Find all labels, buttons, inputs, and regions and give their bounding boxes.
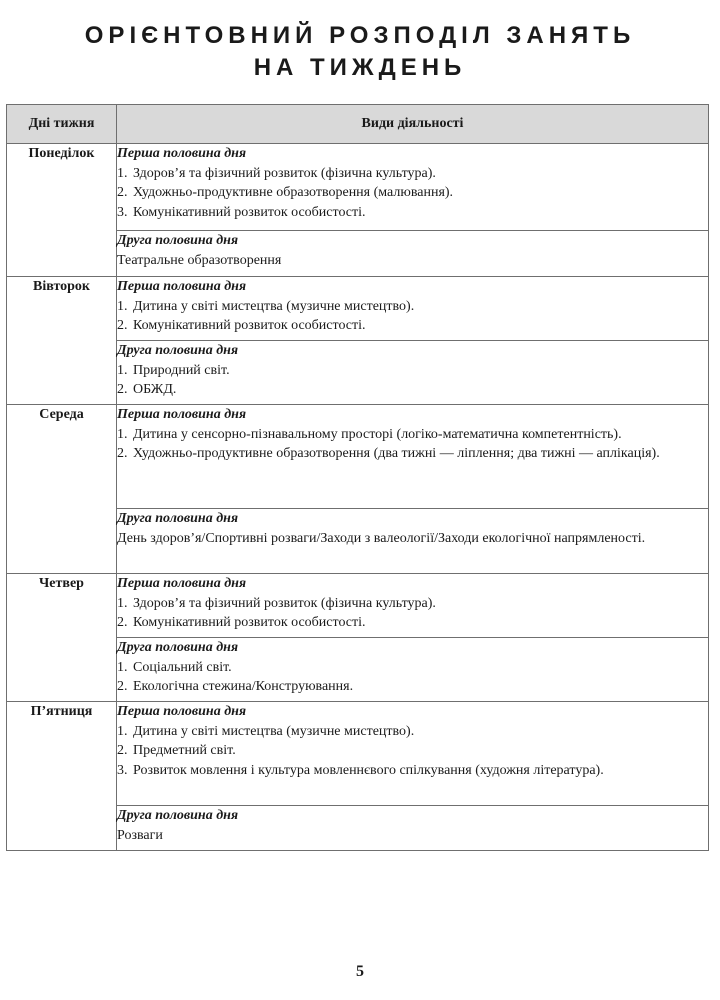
header-activities: Види діяльності — [117, 105, 709, 144]
thursday-first-half — [117, 574, 709, 638]
weekly-schedule-table — [6, 104, 709, 851]
table-row — [7, 574, 709, 638]
half-title: Перша половина дня — [117, 576, 247, 591]
page-title-line-2: НА ТИЖДЕНЬ — [253, 54, 467, 81]
half-title: Друга половина дня — [117, 808, 239, 823]
tuesday-first-half — [117, 277, 709, 341]
day-tuesday: Вівторок — [7, 277, 117, 405]
page-title — [0, 20, 720, 84]
list-item: 2. Художньо-продуктивне образотворення (два тижні — ліплення; два тижні — аплікація). — [117, 446, 660, 461]
wednesday-first-half — [117, 405, 709, 509]
list-item: 1. Здоров’я та фізичний розвиток (фізична культура). — [117, 165, 436, 181]
list-item: 3. Розвиток мовлення і культура мовленнєвого спілкування (художня література). — [117, 762, 604, 778]
header-day: Дні тижня — [7, 105, 117, 144]
day-wednesday: Середа — [7, 405, 117, 574]
friday-first-half — [117, 702, 709, 806]
table-row — [7, 144, 709, 231]
tuesday-second-half — [117, 341, 709, 405]
monday-second-half — [117, 231, 709, 277]
list-item: 2. Екологічна стежина/Конструювання. — [117, 679, 354, 694]
half-title: Друга половина дня — [117, 511, 239, 526]
day-friday: П’ятниця — [7, 702, 117, 851]
half-title: Друга половина дня — [117, 233, 239, 248]
activity-text: Театральне образотворення — [117, 252, 282, 268]
table-row — [7, 277, 709, 341]
day-thursday: Четвер — [7, 574, 117, 702]
list-item: 2. Комунікативний розвиток особистості. — [117, 615, 366, 630]
half-title: Перша половина дня — [117, 704, 247, 719]
table-row — [7, 702, 709, 806]
list-item: 1. Здоров’я та фізичний розвиток (фізична культура). — [117, 595, 436, 611]
half-title: Друга половина дня — [117, 343, 239, 358]
list-item: 1. Природний світ. — [117, 362, 230, 378]
monday-first-half — [117, 144, 709, 231]
page-number: 5 — [356, 963, 364, 980]
list-item: 2. Художньо-продуктивне образотворення (малювання). — [117, 185, 454, 200]
table-header-row — [7, 105, 709, 144]
list-item: 1. Соціальний світ. — [117, 659, 232, 675]
half-title: Перша половина дня — [117, 146, 247, 161]
list-item: 1. Дитина у світі мистецтва (музичне мистецтво). — [117, 298, 415, 314]
half-title: Перша половина дня — [117, 407, 247, 422]
list-item: 2. ОБЖД. — [117, 382, 177, 397]
day-monday: Понеділок — [7, 144, 117, 277]
list-item: 2. Комунікативний розвиток особистості. — [117, 318, 366, 333]
friday-second-half — [117, 806, 709, 851]
activity-text: День здоров’я/Спортивні розваги/Заходи з валеології/Заходи екологічної напрямленості. — [117, 530, 646, 546]
half-title: Друга половина дня — [117, 640, 239, 655]
page-title-line-1: ОРІЄНТОВНИЙ РОЗПОДІЛ ЗАНЯТЬ — [84, 22, 636, 49]
activity-text: Розваги — [117, 827, 163, 843]
list-item: 3. Комунікативний розвиток особистості. — [117, 204, 366, 220]
table-row — [7, 405, 709, 509]
list-item: 2. Предметний світ. — [117, 743, 236, 758]
wednesday-second-half — [117, 509, 709, 574]
thursday-second-half — [117, 638, 709, 702]
list-item: 1. Дитина у сенсорно-пізнавальному просторі (логіко-математична компетентність). — [117, 426, 622, 442]
half-title: Перша половина дня — [117, 279, 247, 294]
list-item: 1. Дитина у світі мистецтва (музичне мистецтво). — [117, 723, 415, 739]
